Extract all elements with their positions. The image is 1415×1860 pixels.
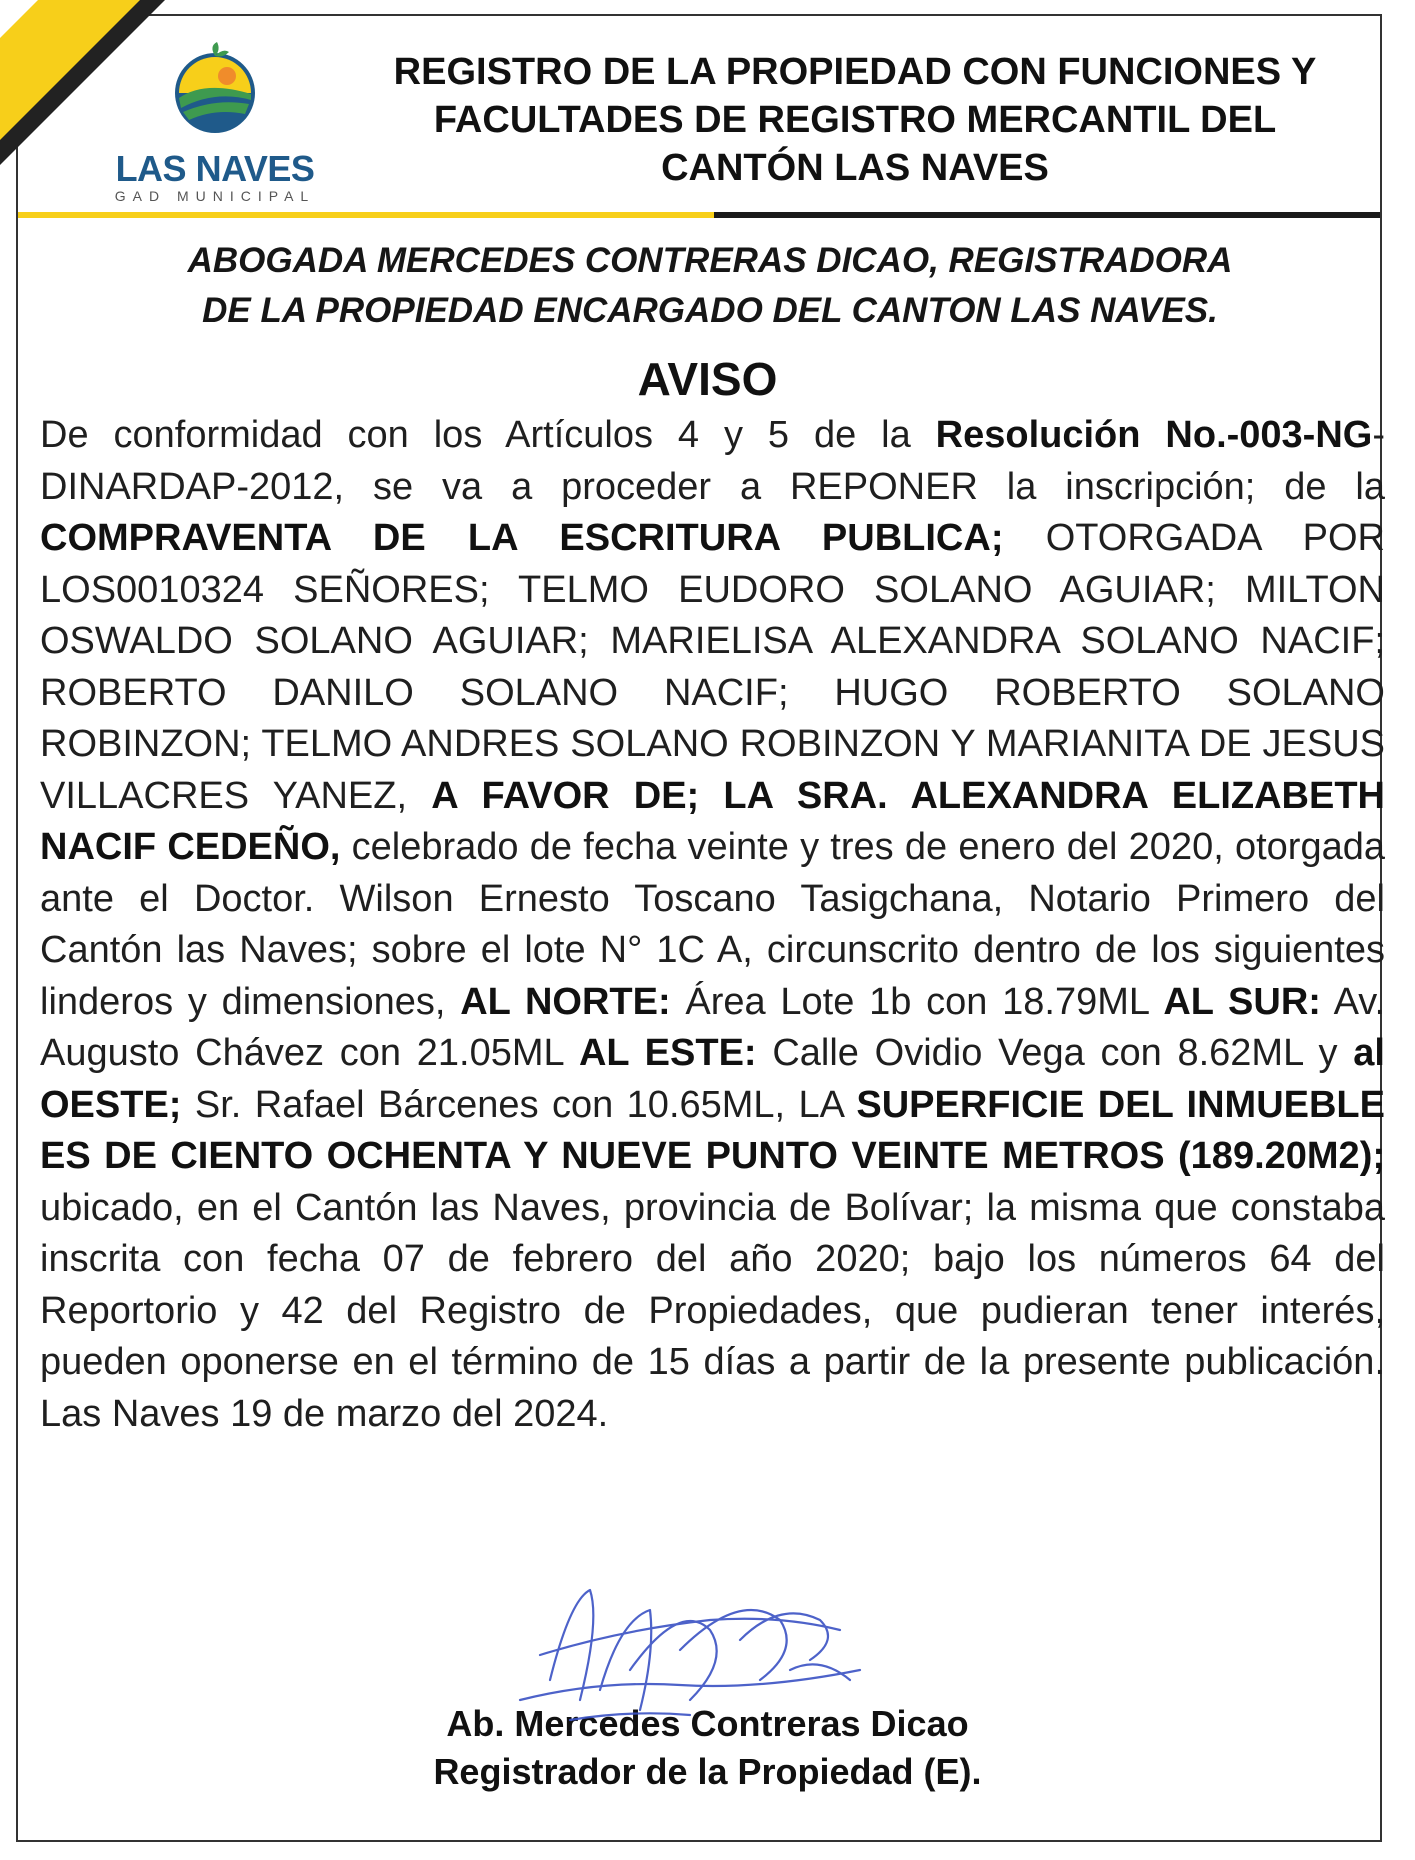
signer-role: Registrador de la Propiedad (E).	[433, 1751, 982, 1792]
notice-body	[40, 410, 1385, 1440]
notice-emphasis: al OESTE;	[40, 1032, 1385, 1126]
registry-title-line1: REGISTRO DE LA PROPIEDAD CON FUNCIONES Y	[393, 51, 1317, 93]
municipality-logo	[100, 38, 330, 203]
header-divider-yellow	[18, 212, 714, 218]
notice-text: - DINARDAP-2012, se va a proceder a REPONER la inscripción; de la	[40, 414, 1385, 508]
notice-emphasis: AL ESTE:	[578, 1032, 757, 1074]
notice-emphasis: Resolución No.-003-NG	[935, 414, 1373, 456]
notice-emphasis: COMPRAVENTA DE LA ESCRITURA PUBLICA;	[40, 517, 1004, 559]
logo-subtitle: GAD MUNICIPAL	[114, 188, 316, 204]
notice-text: Área Lote 1b con 18.79ML	[670, 980, 1164, 1023]
notice-text: Sr. Rafael Bárcenes con 10.65ML, LA	[181, 1083, 857, 1126]
registrar-heading	[40, 236, 1380, 336]
corner-decoration-white	[0, 0, 38, 38]
registry-title	[320, 48, 1390, 192]
handwritten-signature	[480, 1560, 900, 1740]
notice-text: Av. Augusto Chávez con 21.05ML	[40, 980, 1386, 1074]
header-divider-black	[714, 212, 1380, 218]
registrar-heading-line2: DE LA PROPIEDAD ENCARGADO DEL CANTON LAS NAVES.	[202, 291, 1218, 330]
notice-text: De conformidad con los Artículos 4 y 5 de la	[40, 414, 936, 456]
registrar-heading-line1: ABOGADA MERCEDES CONTRERAS DICAO, REGISTRADORA	[187, 241, 1233, 280]
notice-emphasis: AL NORTE:	[460, 980, 671, 1023]
notice-emphasis: A FAVOR DE; LA SRA. ALEXANDRA ELIZABETH NACIF CEDEÑO,	[40, 774, 1386, 868]
logo-emblem-icon	[165, 38, 265, 138]
notice-text: Calle Ovidio Vega con 8.62ML y	[756, 1032, 1354, 1074]
registry-title-line3: CANTÓN LAS NAVES	[661, 147, 1049, 189]
registry-title-line2: FACULTADES DE REGISTRO MERCANTIL DEL	[433, 99, 1277, 141]
notice-text: ubicado, en el Cantón las Naves, provincia de Bolívar; la misma que constaba inscrita con fecha 07 de febrero del año 2020; bajo los números 64 del Reportorio y 42 del Registro de Propiedades, que pudieran tener interés, pueden oponerse en el término de 15 días a partir de la presente publicación. Las Naves 19 de marzo del 2024.	[40, 1186, 1385, 1435]
notice-text: OTORGADA POR LOS0010324 SEÑORES; TELMO EUDORO SOLANO AGUIAR; MILTON OSWALDO SOLANO AGUIAR; MARIELISA ALEXANDRA SOLANO NACIF; ROBERTO DANILO SOLANO NACIF; HUGO ROBERTO SOLANO ROBINZON; TELMO ANDRES SOLANO ROBINZON Y MARIANITA DE JESUS VILLACRES YANEZ,	[40, 517, 1385, 817]
signer-name: Ab. Mercedes Contreras Dicao	[446, 1703, 969, 1744]
notice-title: AVISO	[637, 353, 778, 405]
notice-emphasis: AL SUR:	[1163, 980, 1321, 1023]
notice-emphasis: SUPERFICIE DEL INMUEBLE ES DE CIENTO OCHENTA Y NUEVE PUNTO VEINTE METROS (189.20M2);	[40, 1083, 1385, 1177]
logo-name: LAS NAVES	[115, 148, 315, 189]
notice-text: celebrado de fecha veinte y tres de enero del 2020, otorgada ante el Doctor. Wilson Ernesto Toscano Tasigchana, Notario Primero del Cantón las Naves; sobre el lote N° 1C A, circunscrito dentro de los siguientes linderos y dimensiones,	[40, 826, 1385, 1023]
